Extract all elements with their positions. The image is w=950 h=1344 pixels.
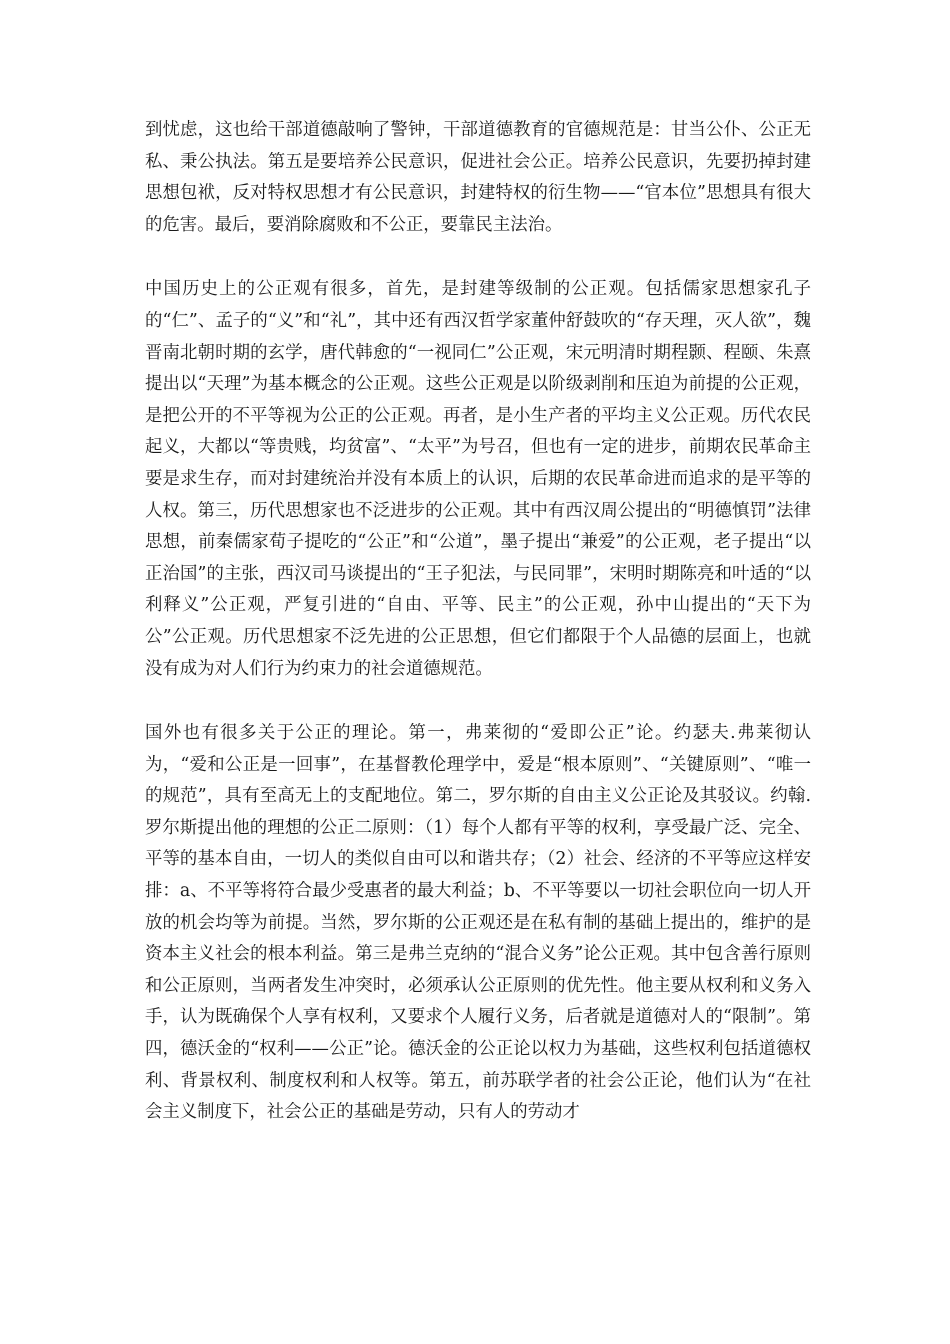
paragraph-2: 中国历史上的公正观有很多，首先，是封建等级制的公正观。包括儒家思想家孔子的“仁”、孟子的“义”和“礼”，其中还有西汉哲学家董仲舒鼓吹的“存天理，灭人欲”，魏晋南北朝时期的玄学，唐代韩愈的“一视同仁”公正观，宋元明清时期程颢、程颐、朱熹提出以“天理”为基本概念的公正观。这些公正观是以阶级剥削和压迫为前提的公正观，是把公开的不平等视为公正的公正观。再者，是小生产者的平均主义公正观。历代农民起义，大都以“等贵贱，均贫富”、“太平”为号召，但也有一定的进步，前期农民革命主要是求生存，而对封建统治并没有本质上的认识，后期的农民革命进而追求的是平等的人权。第三，历代思想家也不泛进步的公正观。其中有西汉周公提出的“明德慎罚”法律思想，前秦儒家荀子提吃的“公正”和“公道”，墨子提出“兼爱”的公正观，老子提出“以正治国”的主张，西汉司马谈提出的“王子犯法，与民同罪”，宋明时期陈亮和叶适的“以利释义”公正观，严复引进的“自由、平等、民主”的公正观，孙中山提出的“天下为公”公正观。历代思想家不泛先进的公正思想，但它们都限于个人品德的层面上，也就没有成为对人们行为约束力的社会道德规范。 bbox=[145, 279, 811, 679]
document-body bbox=[145, 115, 811, 1129]
paragraph-1: 到忧虑，这也给干部道德敲响了警钟，干部道德教育的官德规范是：甘当公仆、公正无私、秉公执法。第五是要培养公民意识，促进社会公正。培养公民意识，先要扔掉封建思想包袱，反对特权思想才有公民意识，封建特权的衍生物——“官本位”思想具有很大的危害。最后，要消除腐败和不公正，要靠民主法治。 bbox=[145, 120, 811, 235]
paragraph-3: 国外也有很多关于公正的理论。第一，弗莱彻的“爱即公正”论。约瑟夫.弗莱彻认为，“爱和公正是一回事”，在基督教伦理学中，爱是“根本原则”、“关键原则”、“唯一的规范”，具有至高无上的支配地位。第二，罗尔斯的自由主义公正论及其驳议。约翰.罗尔斯提出他的理想的公正二原则：（1）每个人都有平等的权利，享受最广泛、完全、平等的基本自由，一切人的类似自由可以和谐共存；（2）社会、经济的不平等应这样安排：a、不平等将符合最少受惠者的最大利益；b、不平等要以一切社会职位向一切人开放的机会均等为前提。当然，罗尔斯的公正观还是在私有制的基础上提出的，维护的是资本主义社会的根本利益。第三是弗兰克纳的“混合义务”论公正观。其中包含善行原则和公正原则，当两者发生冲突时，必须承认公正原则的优先性。他主要从权利和义务入手，认为既确保个人享有权利，又要求个人履行义务，后者就是道德对人的“限制”。第四，德沃金的“权利——公正”论。德沃金的公正论以权力为基础，这些权利包括道德权利、背景权利、制度权利和人权等。第五，前苏联学者的社会公正论，他们认为“在社会主义制度下，社会公正的基础是劳动，只有人的劳动才 bbox=[145, 723, 811, 1123]
